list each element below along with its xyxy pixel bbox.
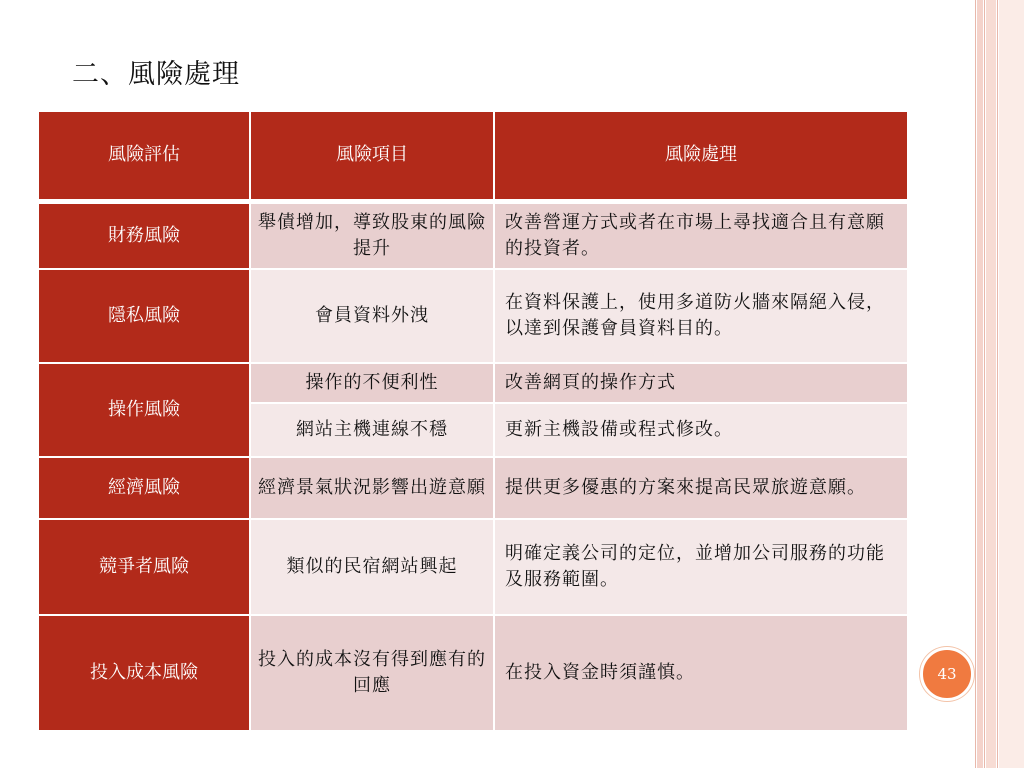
risk-item: 投入的成本沒有得到應有的回應 (250, 615, 494, 731)
decorative-line (984, 0, 985, 768)
risk-handling: 在資料保護上，使用多道防火牆來隔絕入侵，以達到保護會員資料目的。 (494, 269, 908, 363)
table-row (38, 201, 908, 269)
page-title: 二、風險處理 (72, 59, 240, 90)
decorative-stripe (977, 0, 983, 768)
risk-handling: 明確定義公司的定位，並增加公司服務的功能及服務範圍。 (494, 519, 908, 615)
risk-item: 舉債增加，導致股東的風險提升 (250, 201, 494, 269)
risk-item: 會員資料外洩 (250, 269, 494, 363)
risk-category: 經濟風險 (38, 457, 250, 519)
decorative-stripe (999, 0, 1024, 768)
table-row (38, 615, 908, 731)
table-header-row (38, 111, 908, 201)
header-risk-assessment: 風險評估 (38, 111, 250, 201)
header-risk-handling: 風險處理 (494, 111, 908, 201)
risk-handling: 改善網頁的操作方式 (494, 363, 908, 403)
risk-category: 財務風險 (38, 201, 250, 269)
risk-category: 投入成本風險 (38, 615, 250, 731)
table-row (38, 457, 908, 519)
decorative-line (975, 0, 976, 768)
decorative-stripe (986, 0, 996, 768)
page-number-badge: 43 (920, 647, 974, 701)
risk-item: 操作的不便利性 (250, 363, 494, 403)
risk-item: 類似的民宿網站興起 (250, 519, 494, 615)
risk-item: 網站主機連線不穩 (250, 403, 494, 457)
table-row (38, 519, 908, 615)
risk-item: 經濟景氣狀況影響出遊意願 (250, 457, 494, 519)
risk-category: 競爭者風險 (38, 519, 250, 615)
risk-category: 操作風險 (38, 363, 250, 457)
table-row (38, 363, 908, 403)
risk-handling: 在投入資金時須謹慎。 (494, 615, 908, 731)
risk-handling: 改善營運方式或者在市場上尋找適合且有意願的投資者。 (494, 201, 908, 269)
header-risk-item: 風險項目 (250, 111, 494, 201)
risk-category: 隱私風險 (38, 269, 250, 363)
table-row (38, 269, 908, 363)
risk-handling: 更新主機設備或程式修改。 (494, 403, 908, 457)
decorative-line (997, 0, 998, 768)
risk-table (37, 110, 909, 732)
risk-handling: 提供更多優惠的方案來提高民眾旅遊意願。 (494, 457, 908, 519)
